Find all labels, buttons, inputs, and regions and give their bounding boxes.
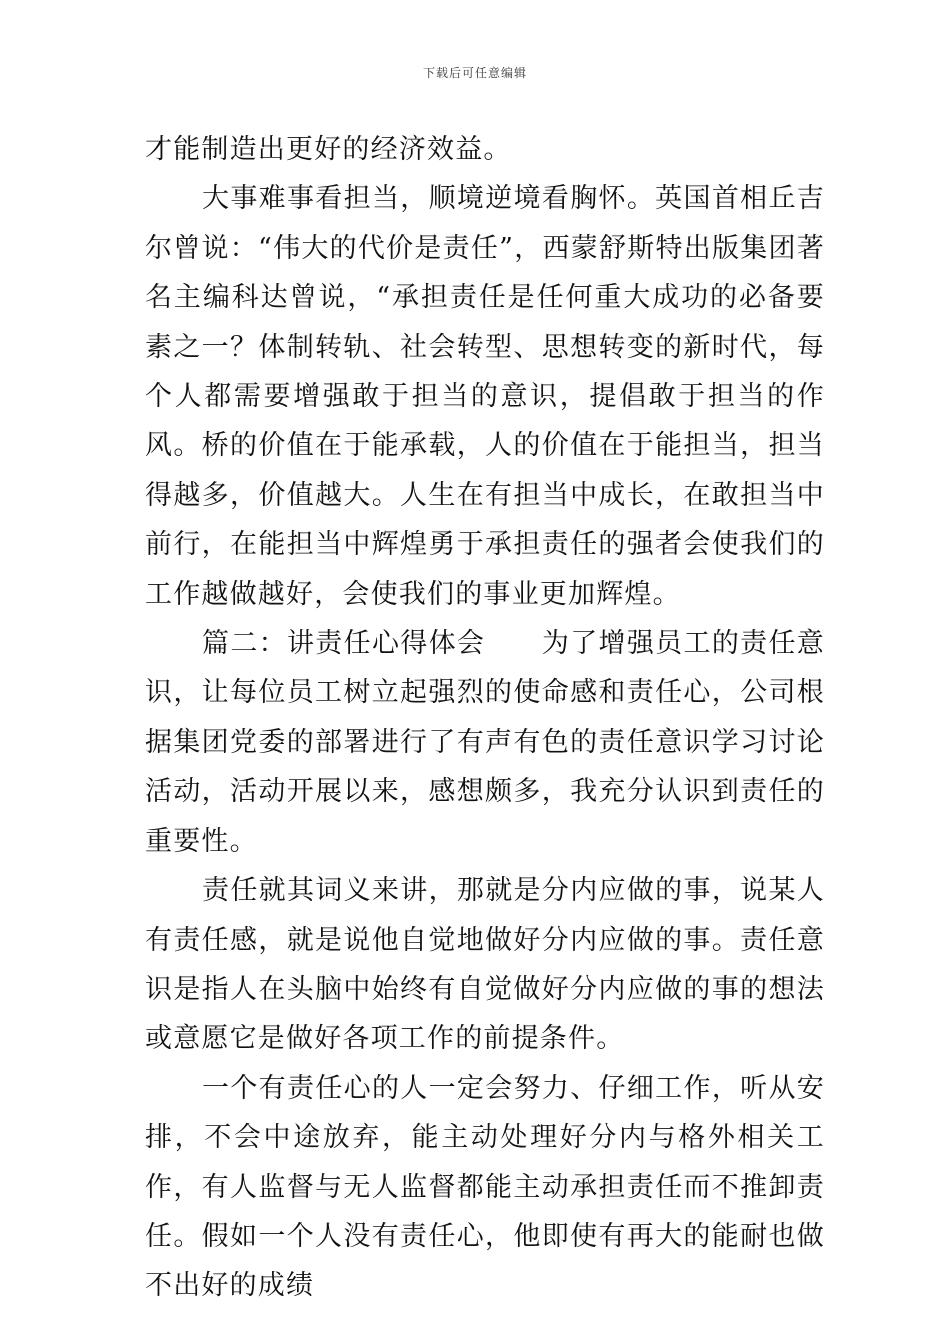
header-note: 下载后可任意编辑 <box>422 66 527 80</box>
paragraph: 责任就其词义来讲，那就是分内应做的事，说某人有责任感，就是说他自觉地做好分内应做的事。责任意识是指人在头脑中始终有自觉做好分内应做的事的想法或意愿它是做好各项工作的前提条件。 <box>145 875 825 1055</box>
paragraph-continuation: 才能制造出更好的经济效益。 <box>145 134 512 165</box>
paragraph: 大事难事看担当，顺境逆境看胸怀。英国首相丘吉尔曾说：“伟大的代价是责任”，西蒙舒斯特出版集团著名主编科达曾说，“承担责任是任何重大成功的必备要素之一？体制转轨、社会转型、思想转变的新时代，每个人都需要增强敢于担当的意识，提倡敢于担当的作风。桥的价值在于能承载，人的价值在于能担当，担当得越多，价值越大。人生在有担当中成长，在敢担当中前行，在能担当中辉煌勇于承担责任的强者会使我们的工作越做越好，会使我们的事业更加辉煌。 <box>145 183 825 610</box>
paragraph: 篇二：讲责任心得体会 为了增强员工的责任意识，让每位员工树立起强烈的使命感和责任心，公司根据集团党委的部署进行了有声有色的责任意识学习讨论活动，活动开展以来，感想颇多，我充分认识到责任的重要性。 <box>145 628 825 857</box>
document-body <box>145 125 825 1311</box>
paragraph: 一个有责任心的人一定会努力、仔细工作，听从安排，不会中途放弃，能主动处理好分内与格外相关工作，有人监督与无人监督都能主动承担责任而不推卸责任。假如一个人没有责任心，他即使有再大的能耐也做不出好的成绩 <box>145 1072 825 1302</box>
